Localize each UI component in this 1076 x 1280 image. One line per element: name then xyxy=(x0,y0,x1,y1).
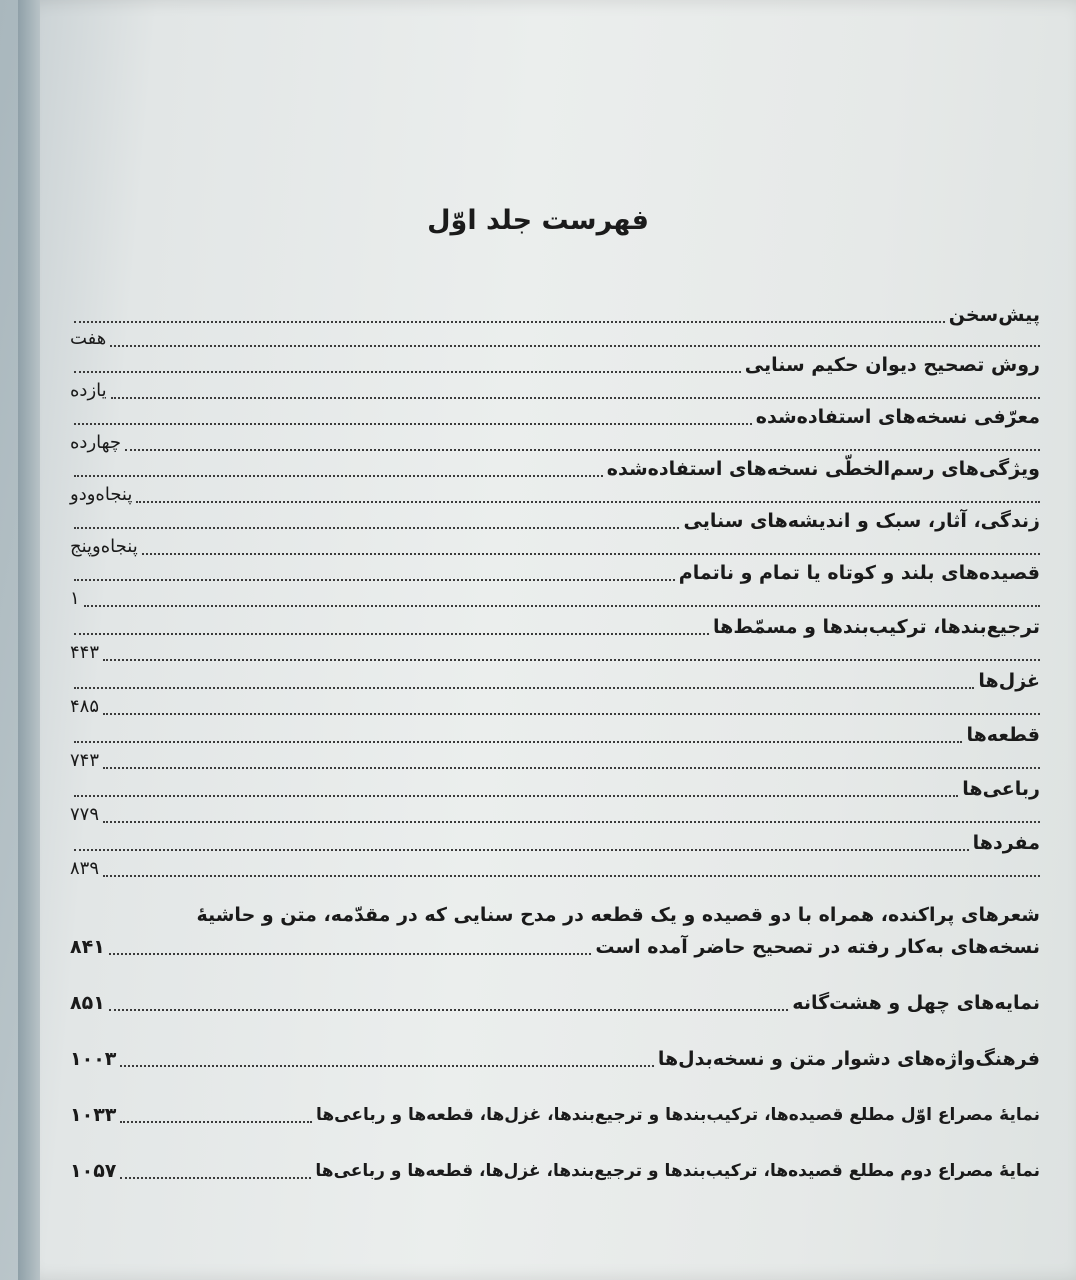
toc-entry-page: ۸۵۱ xyxy=(70,992,105,1014)
leader-dots xyxy=(74,526,679,529)
toc-entry-label: مفردها xyxy=(972,832,1040,854)
toc-entry-7-page-row xyxy=(70,692,1040,722)
leader-dots xyxy=(103,658,1040,661)
leader-dots xyxy=(103,766,1040,769)
toc-entry-label: روش تصحیح دیوان حکیم سنایی xyxy=(744,354,1040,376)
toc-entry-9-page-row xyxy=(70,800,1040,830)
toc-entry-page: ۷۷۹ xyxy=(70,804,100,825)
toc-entry-14 xyxy=(70,1100,1040,1130)
toc-entry-label: قصیده‌های بلند و کوتاه یا تمام و ناتمام xyxy=(678,562,1040,584)
toc-entry-11-line1: شعرهای پراکنده، همراه با دو قصیده و یک قطعه در مدح سنایی که در مقدّمه، متن و حاشیهٔ xyxy=(196,904,1040,926)
leader-dots xyxy=(84,604,1040,607)
toc-entry-page: ۱ xyxy=(70,588,80,609)
toc-entry-label: زندگی، آثار، سبک و اندیشه‌های سنایی xyxy=(683,510,1040,532)
leader-dots xyxy=(103,874,1040,877)
leader-dots xyxy=(74,686,974,689)
toc-entry-label: رباعی‌ها xyxy=(962,778,1040,800)
leader-dots xyxy=(120,1176,311,1179)
toc-entry-page: پنجاه‌ودو xyxy=(70,484,133,505)
leader-dots xyxy=(136,500,1040,503)
leader-dots xyxy=(109,952,592,955)
toc-entry-label: ویژگی‌های رسم‌الخطّی نسخه‌های استفاده‌شده xyxy=(606,458,1040,480)
toc-entry-page: چهارده xyxy=(70,432,122,453)
toc-entry-label: فرهنگ‌واژه‌های دشوار متن و نسخه‌بدل‌ها xyxy=(657,1048,1040,1070)
toc-entry-page: ۱۰۳۳ xyxy=(70,1104,117,1126)
leader-dots xyxy=(111,396,1040,399)
toc-entry-page: ۱۰۰۳ xyxy=(70,1048,117,1070)
leader-dots xyxy=(74,320,945,323)
toc-entry-12 xyxy=(70,988,1040,1018)
toc-entry-page: هفت xyxy=(70,328,107,349)
toc-entry-page: ۸۴۱ xyxy=(70,936,105,958)
toc-entry-page: ۴۸۵ xyxy=(70,696,100,717)
leader-dots xyxy=(74,422,752,425)
leader-dots xyxy=(120,1120,312,1123)
page-edge xyxy=(18,0,40,1280)
leader-dots xyxy=(74,370,741,373)
toc-entry-label: معرّفی نسخه‌های استفاده‌شده xyxy=(755,406,1040,428)
leader-dots xyxy=(120,1064,653,1067)
leader-dots xyxy=(74,474,603,477)
toc-entry-11 xyxy=(70,932,1040,962)
leader-dots xyxy=(103,712,1040,715)
toc-entry-page: ۸۳۹ xyxy=(70,858,100,879)
toc-entry-page: یازده xyxy=(70,380,107,401)
toc-entry-8-page-row xyxy=(70,746,1040,776)
leader-dots xyxy=(74,578,675,581)
toc-entry-label: نسخه‌های به‌کار رفته در تصحیح حاضر آمده است xyxy=(595,936,1040,958)
toc-entry-page: ۴۴۳ xyxy=(70,642,100,663)
toc-entry-page: ۱۰۵۷ xyxy=(70,1160,117,1182)
leader-dots xyxy=(74,848,969,851)
leader-dots xyxy=(125,448,1040,451)
toc-entry-label: ترجیع‌بندها، ترکیب‌بندها و مسمّط‌ها xyxy=(713,616,1040,638)
leader-dots xyxy=(109,1008,789,1011)
leader-dots xyxy=(103,820,1040,823)
leader-dots xyxy=(142,552,1040,555)
toc-entry-label: غزل‌ها xyxy=(978,670,1040,692)
toc-entry-page: پنجاه‌وپنج xyxy=(70,536,138,557)
toc-entry-15 xyxy=(70,1156,1040,1186)
toc-entry-13 xyxy=(70,1044,1040,1074)
toc-entry-6-page-row xyxy=(70,638,1040,668)
toc-entry-10-page-row xyxy=(70,854,1040,884)
toc-entry-label: پیش‌سخن xyxy=(948,304,1040,326)
toc-entry-label: قطعه‌ها xyxy=(966,724,1040,746)
toc-entry-page: ۷۴۳ xyxy=(70,750,100,771)
toc-entry-5-page-row xyxy=(70,584,1040,614)
leader-dots xyxy=(74,740,962,743)
toc-entry-label: نمایهٔ مصراع دوم مطلع قصیده‌ها، ترکیب‌بندها و ترجیع‌بندها، غزل‌ها، قطعه‌ها و رباعی‌ها xyxy=(315,1161,1040,1181)
leader-dots xyxy=(74,632,709,635)
toc-entry-label: نمایه‌های چهل و هشت‌گانه xyxy=(792,992,1040,1014)
leader-dots xyxy=(110,344,1040,347)
page-title: فهرست جلد اوّل xyxy=(427,205,649,236)
toc-entry-label: نمایهٔ مصراع اوّل مطلع قصیده‌ها، ترکیب‌بندها و ترجیع‌بندها، غزل‌ها، قطعه‌ها و رباعی‌ها xyxy=(316,1105,1040,1125)
leader-dots xyxy=(74,794,958,797)
